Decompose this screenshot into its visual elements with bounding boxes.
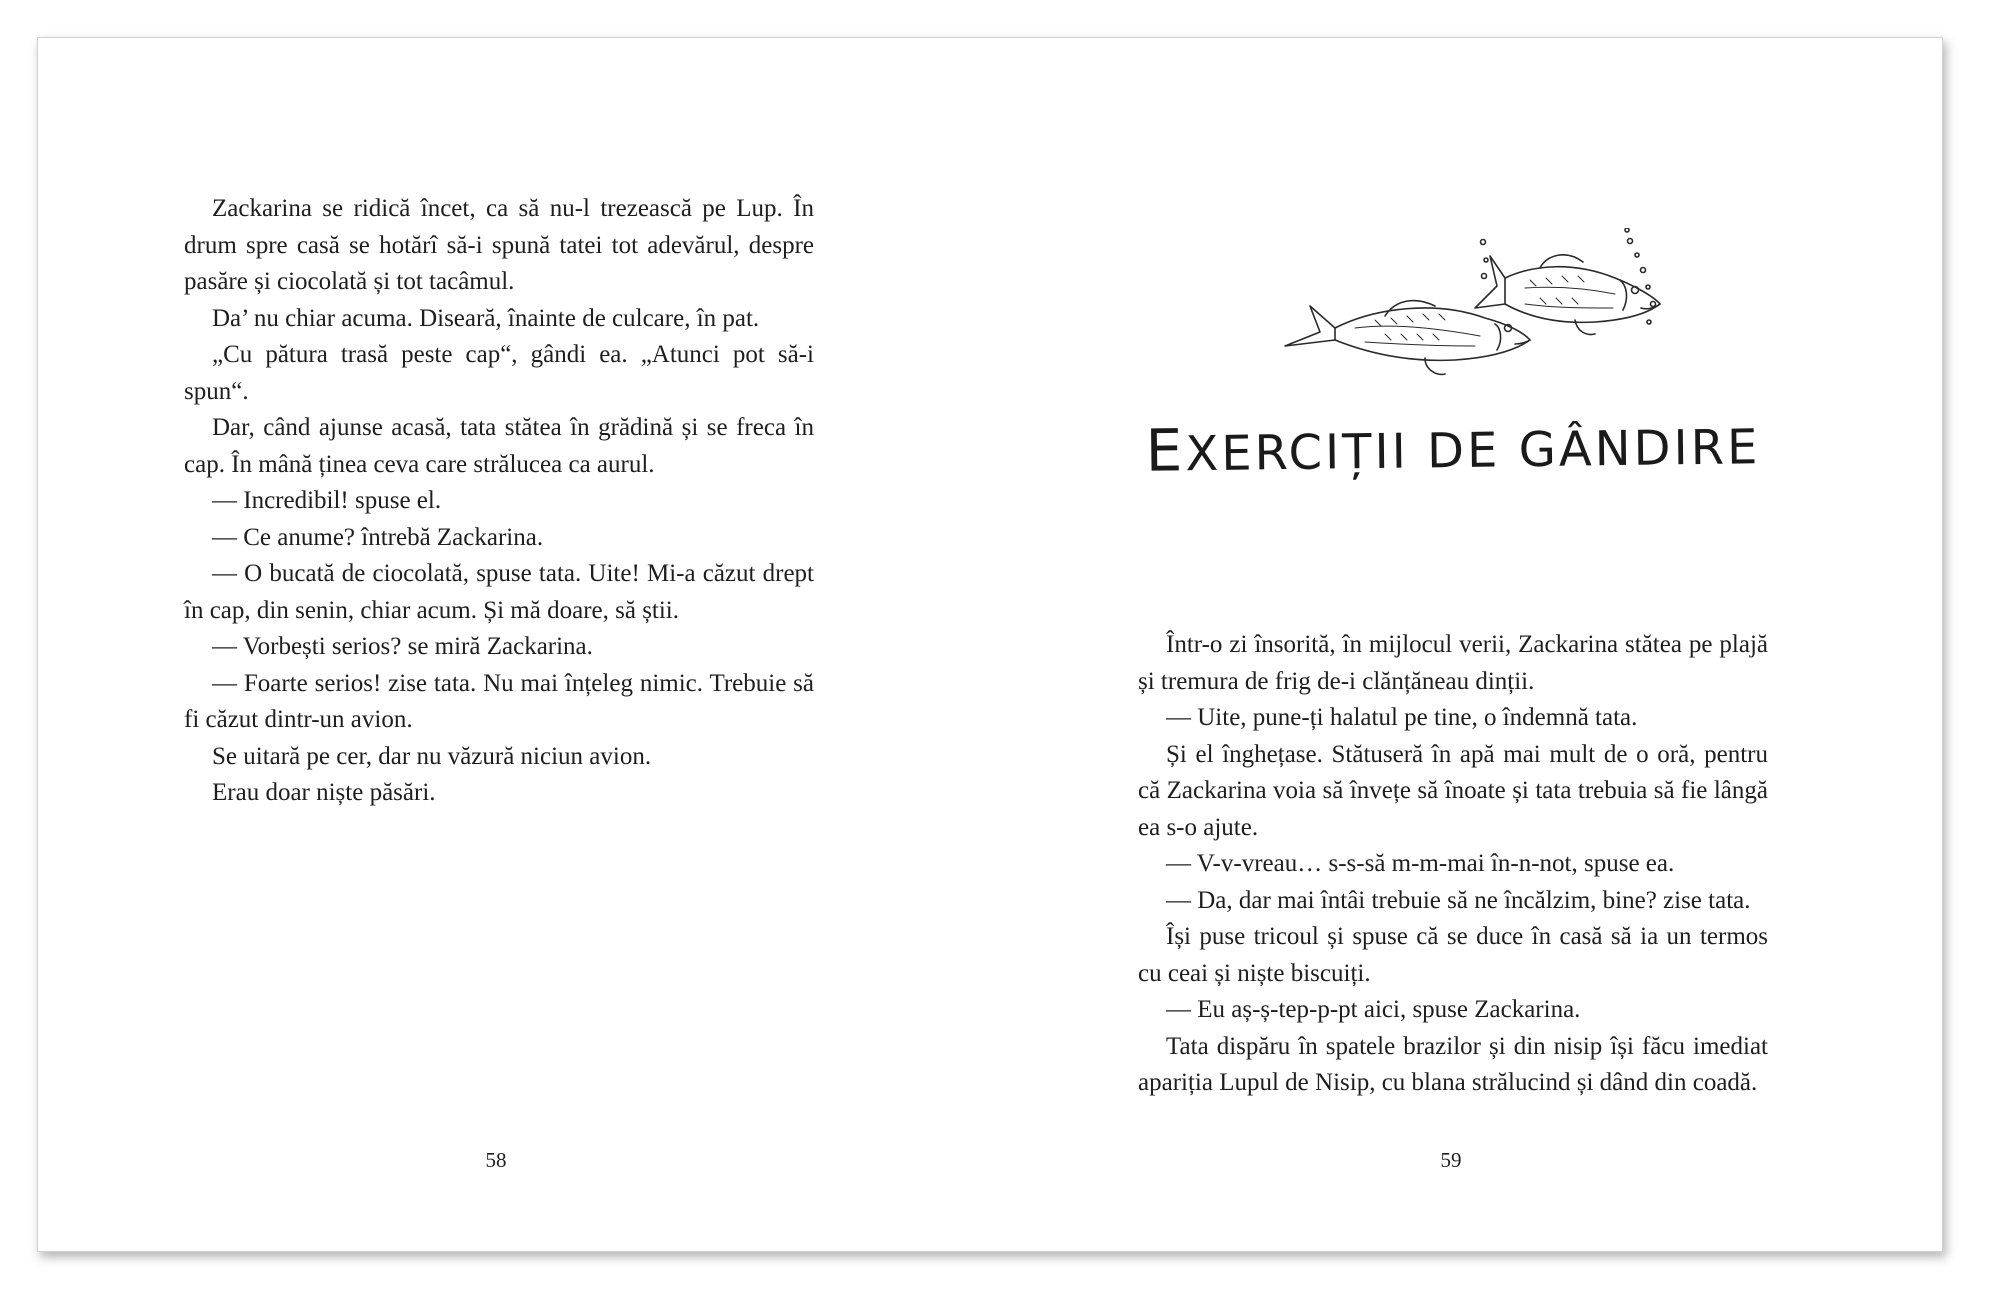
- paragraph: Dar, când ajunse acasă, tata stătea în grădină și se freca în cap. În mână ținea ceva care strălucea ca aurul.: [184, 414, 814, 478]
- paragraph: Zackarina se ridică încet, ca să nu-l trezească pe Lup. În drum spre casă se hotărî să-i spună tatei tot adevărul, despre pasăre și ciocolată și tot tacâmul.: [184, 195, 814, 295]
- chapter-title-rest: XERCIȚII DE GÂNDIRE: [1185, 419, 1761, 483]
- paragraph: „Cu pătura trasă peste cap“, gândi ea. „Atunci pot să-i spun“.: [184, 341, 814, 405]
- paragraph: Și el înghețase. Stătuseră în apă mai mult de o oră, pentru că Zackarina voia să învețe să înoate și tata trebuia să fie lângă ea s-o ajute.: [1138, 740, 1768, 841]
- page-number-left: 58: [485, 1148, 507, 1172]
- paragraph: Se uitară pe cer, dar nu văzură niciun avion.: [212, 742, 652, 770]
- paragraph: — Da, dar mai întâi trebuie să ne încălzim, bine? zise tata.: [1166, 886, 1751, 914]
- left-page-text: [184, 191, 814, 812]
- two-fish-illustration: [1275, 228, 1685, 418]
- paragraph: — Uite, pune-ți halatul pe tine, o îndemnă tata.: [1166, 704, 1638, 731]
- paragraph: — Ce anume? întrebă Zackarina.: [212, 523, 544, 551]
- paragraph: Tata dispăru în spatele brazilor și din nisip își făcu imediat apariția Lupul de Nisip, cu blana strălucind și dând din coadă.: [1138, 1032, 1768, 1096]
- paragraph: — Eu aș-ș-tep-p-pt aici, spuse Zackarina.: [1166, 996, 1581, 1023]
- right-page-text: [1138, 627, 1768, 1102]
- paragraph: Într-o zi însorită, în mijlocul verii, Zackarina stătea pe plajă și tremura de frig de-i clănțăneau dinții.: [1138, 631, 1768, 695]
- paragraph: — Vorbești serios? se miră Zackarina.: [212, 633, 593, 660]
- book-spread: [37, 37, 1943, 1252]
- paragraph: Da’ nu chiar acuma. Diseară, înainte de culcare, în pat.: [212, 304, 760, 332]
- paragraph: — O bucată de ciocolată, spuse tata. Uite! Mi-a căzut drept în cap, din senin, chiar acum. Și mă doare, să știi.: [184, 560, 814, 624]
- paragraph: — V-v-vreau… s-s-să m-m-mai în-n-not, spuse ea.: [1166, 850, 1675, 877]
- paragraph: — Incredibil! spuse el.: [212, 487, 442, 514]
- paragraph: Își puse tricoul și spuse că se duce în casă să ia un termos cu ceai și niște biscuiți.: [1138, 923, 1768, 987]
- paragraph: Erau doar niște păsări.: [212, 779, 436, 806]
- chapter-title: [1138, 409, 1769, 485]
- page-number-right: 59: [1440, 1148, 1462, 1172]
- paragraph: — Foarte serios! zise tata. Nu mai înțeleg nimic. Trebuie să fi căzut dintr-un avion.: [184, 669, 814, 733]
- chapter-title-initial: E: [1145, 416, 1186, 485]
